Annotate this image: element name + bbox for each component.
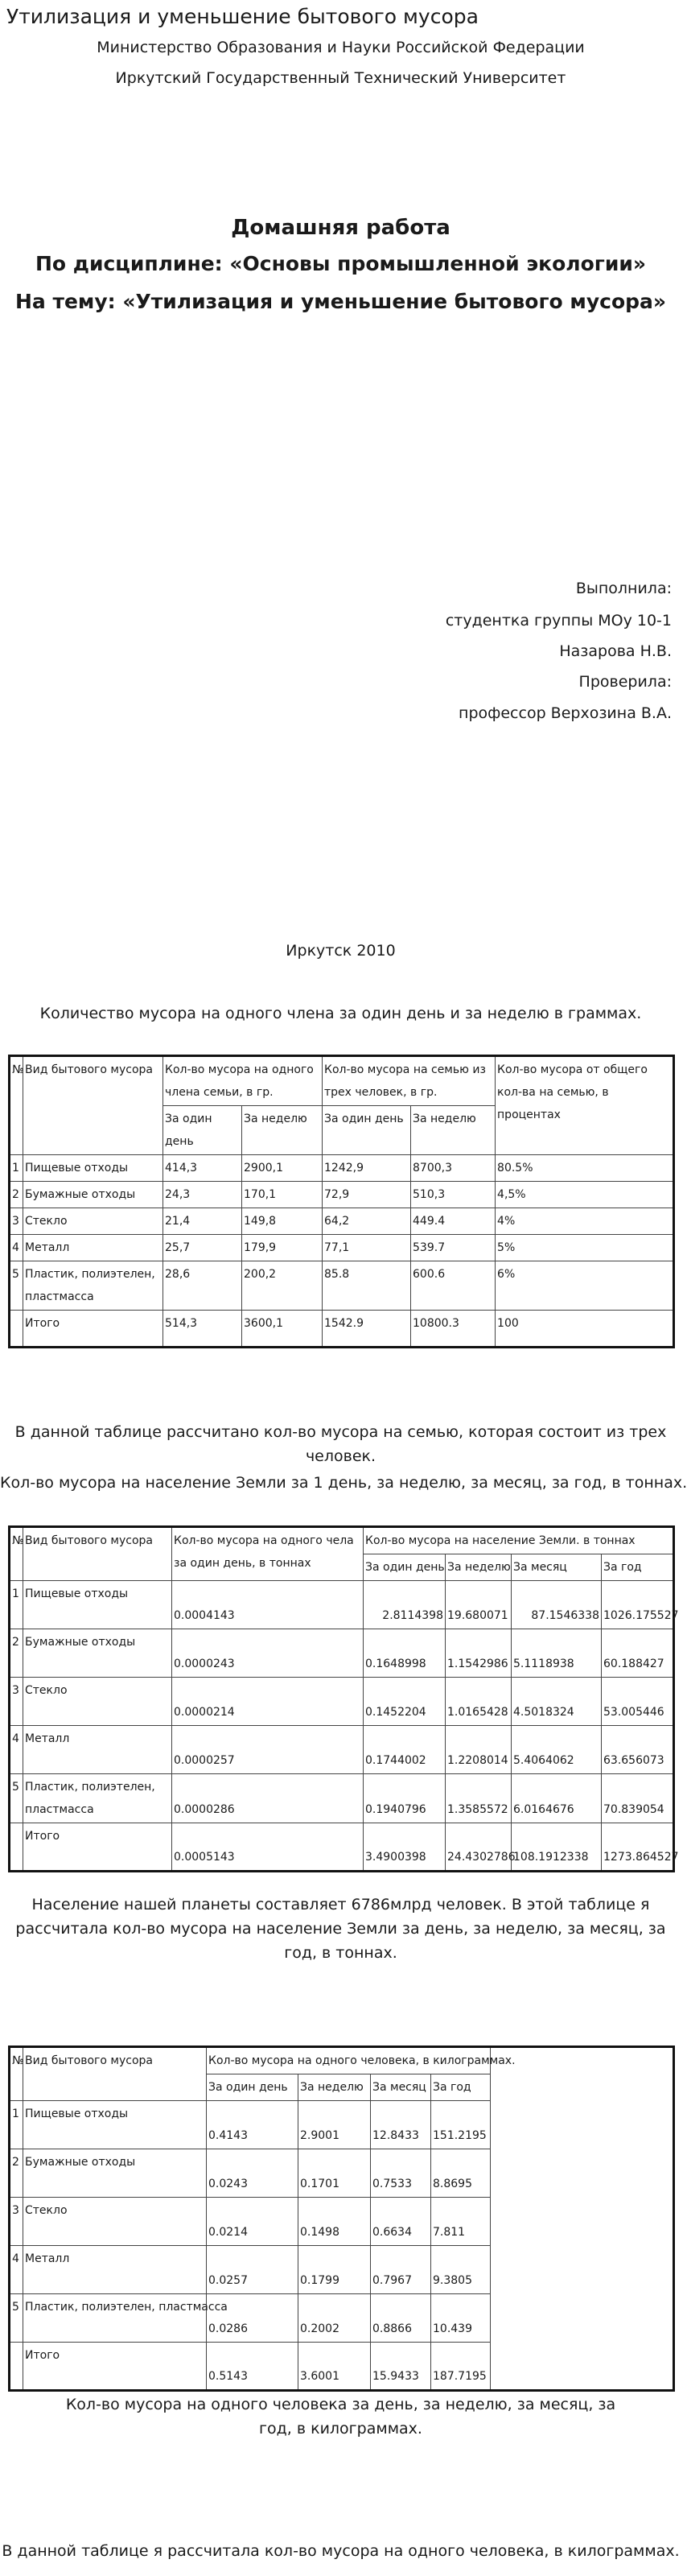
cell-value: 0.2002	[298, 2294, 371, 2343]
cell-value: 63.656073	[602, 1726, 674, 1774]
header-day: За один день	[207, 2074, 298, 2101]
table-row	[10, 1823, 674, 1872]
author-checked-label: Проверила:	[578, 673, 672, 691]
cell-value: 25,7	[163, 1235, 242, 1261]
cell-value: 539.7	[411, 1235, 496, 1261]
cell-value: 6.0164676	[512, 1774, 602, 1823]
cell-value: 0.0243	[207, 2149, 298, 2198]
cell-value: 70.839054	[602, 1774, 674, 1823]
cell-kind: Стекло	[23, 1678, 172, 1726]
cell-value: 0.1701	[298, 2149, 371, 2198]
cell-value: 4,5%	[496, 1182, 674, 1208]
cell-num: 5	[10, 1261, 23, 1311]
university-line: Иркутский Государственный Технический Университет	[115, 69, 566, 87]
cell-value: 1.1542986	[446, 1629, 512, 1678]
cell-value: 1026.175527	[602, 1581, 674, 1629]
header-year: За год	[431, 2074, 491, 2101]
cell-kind: Итого	[23, 1311, 163, 1348]
cell-kind: Металл	[23, 2246, 207, 2294]
cell-value: 0.7967	[371, 2246, 431, 2294]
cell-num: 2	[10, 2149, 23, 2198]
cell-value: 100	[496, 1311, 674, 1348]
header-day2: За один день	[323, 1106, 411, 1155]
city-year: Иркутск 2010	[286, 942, 396, 960]
cell-num: 5	[10, 2294, 23, 2343]
cell-kind: Стекло	[23, 2198, 207, 2246]
cell-kind: Итого	[23, 1823, 172, 1872]
paragraph-population-note: Население нашей планеты составляет 6786млрд человек. В этой таблице я рассчитала кол-во мусора на население Земли за день, за неделю, за месяц, за год, в тоннах.	[15, 1896, 666, 1962]
cell-num: 2	[10, 1182, 23, 1208]
cell-value: 514,3	[163, 1311, 242, 1348]
cell-value: 3.6001	[298, 2343, 371, 2391]
cell-value: 0.0257	[207, 2246, 298, 2294]
cell-value: 60.188427	[602, 1629, 674, 1678]
cell-value: 0.0000286	[172, 1774, 364, 1823]
table-kg-per-person	[8, 2046, 675, 2392]
cell-value: 0.0286	[207, 2294, 298, 2343]
author-professor: профессор Верхозина В.А.	[459, 704, 672, 722]
cell-value: 0.4143	[207, 2101, 298, 2149]
cell-num	[10, 1823, 23, 1872]
cell-value: 1542.9	[323, 1311, 411, 1348]
cell-num: 3	[10, 1678, 23, 1726]
cell-num	[10, 1311, 23, 1348]
cell-value: 151.2195	[431, 2101, 491, 2149]
cell-value: 2.9001	[298, 2101, 371, 2149]
header-day: За один день	[163, 1106, 242, 1155]
cell-value: 187.7195	[431, 2343, 491, 2391]
cell-value: 19.680071	[446, 1581, 512, 1629]
cell-value: 8.8695	[431, 2149, 491, 2198]
header-family: Кол-во мусора на семью из трех человек, в гр.	[323, 1056, 496, 1106]
cell-value: 200,2	[242, 1261, 323, 1311]
table-row	[10, 1774, 674, 1823]
cell-num: 4	[10, 1235, 23, 1261]
cell-value: 80.5%	[496, 1155, 674, 1182]
cell-value: 0.0000257	[172, 1726, 364, 1774]
table-grams-per-member	[8, 1055, 675, 1348]
header-week2: За неделю	[411, 1106, 496, 1155]
table-row	[10, 1678, 674, 1726]
header-percent: Кол-во мусора от общего кол-ва на семью, в процентах	[496, 1056, 674, 1155]
cell-value: 0.1744002	[364, 1726, 446, 1774]
cell-value: 1.0165428	[446, 1678, 512, 1726]
cell-value: 2900,1	[242, 1155, 323, 1182]
cell-value: 179,9	[242, 1235, 323, 1261]
table-row	[10, 1182, 674, 1208]
cell-value: 1273.864527	[602, 1823, 674, 1872]
cell-value: 8700,3	[411, 1155, 496, 1182]
table-row	[10, 1235, 674, 1261]
cell-value: 600.6	[411, 1261, 496, 1311]
cell-value: 5%	[496, 1235, 674, 1261]
table2-caption: Кол-во мусора на население Земли за 1 день, за неделю, за месяц, за год, в тоннах.	[0, 1474, 687, 1492]
cell-num: 4	[10, 2246, 23, 2294]
cell-num: 2	[10, 1629, 23, 1678]
cell-kind: Пищевые отходы	[23, 1581, 172, 1629]
paragraph-table1-note: В данной таблице рассчитано кол-во мусора на семью, которая состоит из трех человек.	[14, 1423, 667, 1465]
cell-value: 0.0214	[207, 2198, 298, 2246]
cell-value: 24.4302786	[446, 1823, 512, 1872]
cell-value: 1.2208014	[446, 1726, 512, 1774]
cell-value: 64,2	[323, 1208, 411, 1235]
table-row	[10, 1311, 674, 1348]
cell-value: 87.1546338	[512, 1581, 602, 1629]
topic-heading: На тему: «Утилизация и уменьшение бытового мусора»	[14, 290, 667, 313]
discipline-heading: По дисциплине: «Основы промышленной экологии»	[35, 252, 647, 275]
cell-kind: Стекло	[23, 1208, 163, 1235]
cell-value: 3600,1	[242, 1311, 323, 1348]
header-num: №	[10, 1527, 23, 1581]
table-row	[10, 1261, 674, 1311]
header-kind: Вид бытового мусора	[23, 2047, 207, 2101]
cell-value: 108.1912338	[512, 1823, 602, 1872]
cell-kind: Бумажные отходы	[23, 2149, 207, 2198]
cell-value: 1242,9	[323, 1155, 411, 1182]
cell-value: 12.8433	[371, 2101, 431, 2149]
table-blank-area	[491, 2047, 674, 2391]
header-week: За неделю	[446, 1554, 512, 1581]
cell-value: 0.8866	[371, 2294, 431, 2343]
cell-value: 15.9433	[371, 2343, 431, 2391]
cell-kind: Пластик, полиэтелен, пластмасса	[23, 1774, 172, 1823]
cell-value: 4%	[496, 1208, 674, 1235]
table-row	[10, 1208, 674, 1235]
cell-kind: Пластик, полиэтелен, пластмасса	[23, 1261, 163, 1311]
cell-value: 0.1799	[298, 2246, 371, 2294]
cell-value: 85.8	[323, 1261, 411, 1311]
cell-value: 0.1940796	[364, 1774, 446, 1823]
cell-kind: Итого	[23, 2343, 207, 2391]
header-person: Кол-во мусора на одного чела за один день, в тоннах	[172, 1527, 364, 1581]
header-month: За месяц	[371, 2074, 431, 2101]
table-row	[10, 1155, 674, 1182]
header-month: За месяц	[512, 1554, 602, 1581]
cell-value: 0.1452204	[364, 1678, 446, 1726]
cell-value: 6%	[496, 1261, 674, 1311]
header-member: Кол-во мусора на одного члена семьи, в гр.	[163, 1056, 323, 1106]
cell-value: 72,9	[323, 1182, 411, 1208]
cell-value: 449.4	[411, 1208, 496, 1235]
cell-value: 9.3805	[431, 2246, 491, 2294]
header-kind: Вид бытового мусора	[23, 1527, 172, 1581]
header-earth: Кол-во мусора на население Земли. в тоннах	[364, 1527, 674, 1554]
cell-num: 4	[10, 1726, 23, 1774]
cell-value: 0.0000243	[172, 1629, 364, 1678]
cell-kind: Бумажные отходы	[23, 1629, 172, 1678]
table-row	[10, 1581, 674, 1629]
cell-value: 10800.3	[411, 1311, 496, 1348]
paragraph-table3-note: В данной таблице я рассчитала кол-во мусора на одного человека, в килограммах.	[2, 2542, 680, 2560]
cell-value: 0.6634	[371, 2198, 431, 2246]
table-tons-earth	[8, 1525, 679, 1872]
ministry-line: Министерство Образования и Науки Российской Федерации	[97, 39, 585, 56]
cell-value: 77,1	[323, 1235, 411, 1261]
cell-value: 510,3	[411, 1182, 496, 1208]
header-kind: Вид бытового мусора	[23, 1056, 163, 1155]
table3-caption: Кол-во мусора на одного человека за день, за неделю, за месяц, за год, в килограммах.	[65, 2396, 616, 2438]
cell-value: 28,6	[163, 1261, 242, 1311]
cell-value: 21,4	[163, 1208, 242, 1235]
cell-num	[10, 2343, 23, 2391]
header-num: №	[10, 2047, 23, 2101]
cell-value: 7.811	[431, 2198, 491, 2246]
header-week: За неделю	[298, 2074, 371, 2101]
homework-heading: Домашняя работа	[231, 216, 450, 240]
cell-value: 4.5018324	[512, 1678, 602, 1726]
cell-num: 1	[10, 2101, 23, 2149]
header-day: За один день	[364, 1554, 446, 1581]
author-done-label: Выполнила:	[575, 580, 672, 597]
cell-value: 0.7533	[371, 2149, 431, 2198]
cell-value: 3.4900398	[364, 1823, 446, 1872]
cell-num: 1	[10, 1581, 23, 1629]
table-row	[10, 1629, 674, 1678]
cell-value: 10.439	[431, 2294, 491, 2343]
cell-value: 5.1118938	[512, 1629, 602, 1678]
cell-value: 170,1	[242, 1182, 323, 1208]
author-name: Назарова Н.В.	[559, 642, 672, 660]
cell-num: 3	[10, 1208, 23, 1235]
table-row	[10, 1726, 674, 1774]
cell-kind: Пищевые отходы	[23, 2101, 207, 2149]
author-student: студентка группы МОу 10-1	[445, 612, 672, 630]
cell-value: 0.0000214	[172, 1678, 364, 1726]
header-person: Кол-во мусора на одного человека, в килограммах.	[207, 2047, 491, 2074]
cell-num: 5	[10, 1774, 23, 1823]
cell-value: 53.005446	[602, 1678, 674, 1726]
cell-num: 1	[10, 1155, 23, 1182]
cell-value: 149,8	[242, 1208, 323, 1235]
cell-kind: Металл	[23, 1235, 163, 1261]
cell-kind: Бумажные отходы	[23, 1182, 163, 1208]
cell-value: 24,3	[163, 1182, 242, 1208]
cell-value: 0.0005143	[172, 1823, 364, 1872]
cell-num: 3	[10, 2198, 23, 2246]
cell-kind: Пищевые отходы	[23, 1155, 163, 1182]
cell-value: 414,3	[163, 1155, 242, 1182]
cell-kind: Металл	[23, 1726, 172, 1774]
cell-value: 5.4064062	[512, 1726, 602, 1774]
cell-value: 1.3585572	[446, 1774, 512, 1823]
document-title: Утилизация и уменьшение бытового мусора	[6, 5, 479, 28]
cell-kind: Пластик, полиэтелен, пластмасса	[23, 2294, 207, 2343]
header-week: За неделю	[242, 1106, 323, 1155]
header-year: За год	[602, 1554, 674, 1581]
cell-value: 0.5143	[207, 2343, 298, 2391]
cell-value: 0.0004143	[172, 1581, 364, 1629]
cell-value: 0.1498	[298, 2198, 371, 2246]
cell-value: 0.1648998	[364, 1629, 446, 1678]
table1-caption: Количество мусора на одного члена за один день и за неделю в граммах.	[39, 1005, 642, 1022]
cell-value: 2.8114398	[364, 1581, 446, 1629]
header-num: №	[10, 1056, 23, 1155]
